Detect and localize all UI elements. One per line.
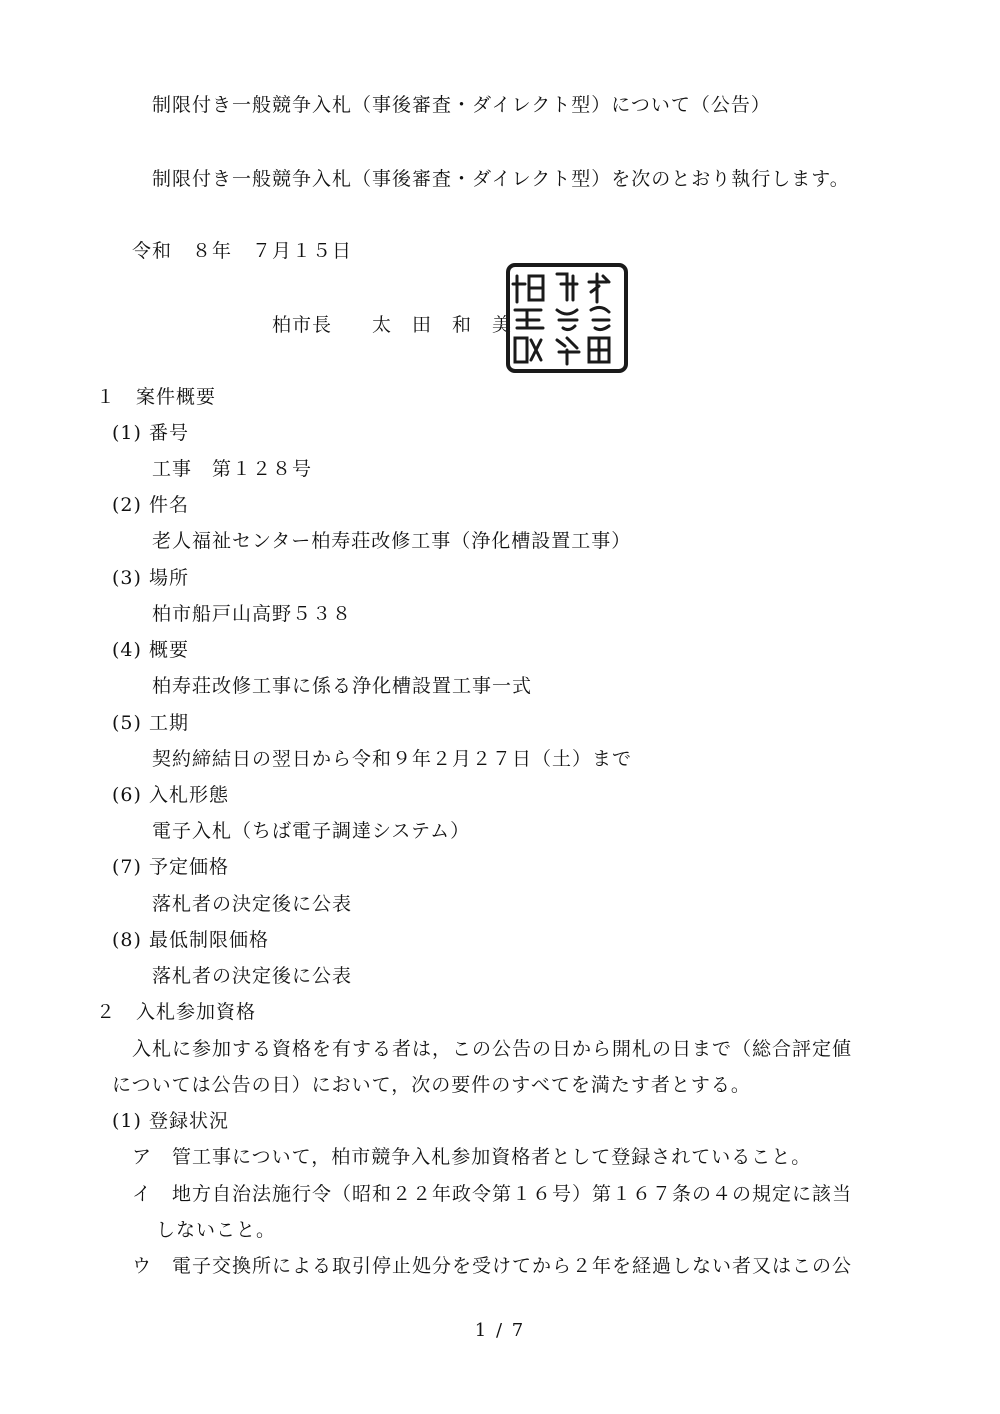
item-number-label: (1) 番号 — [112, 422, 189, 444]
item-min-price-label: (8) 最低制限価格 — [112, 929, 269, 951]
section-heading-qualification: ２ 入札参加資格 — [96, 1001, 257, 1023]
item-period-label: (5) 工期 — [112, 712, 189, 734]
item-period-value: 契約締結日の翌日から令和９年２月２７日（土）まで — [152, 748, 633, 770]
notice-intro: 制限付き一般競争入札（事後審査・ダイレクト型）を次のとおり執行します。 — [152, 168, 850, 190]
item-bid-format-label: (6) 入札形態 — [112, 784, 229, 806]
item-location-value: 柏市船戸山高野５３８ — [152, 603, 353, 625]
qualification-intro-line-2: については公告の日）において，次の要件のすべてを満たす者とする。 — [112, 1074, 751, 1096]
requirement-u-line-1: ウ 電子交換所による取引停止処分を受けてから２年を経過しない者又はこの公 — [132, 1255, 853, 1277]
page-number: 1 / 7 — [474, 1320, 526, 1341]
notice-title: 制限付き一般競争入札（事後審査・ダイレクト型）について（公告） — [152, 94, 771, 116]
notice-date: 令和 ８年 ７月１５日 — [132, 240, 353, 262]
item-location-label: (3) 場所 — [112, 567, 189, 589]
section-heading-overview: １ 案件概要 — [96, 386, 217, 408]
item-planned-price-value: 落札者の決定後に公表 — [152, 893, 353, 915]
requirement-i-line-2: しないこと。 — [156, 1219, 277, 1241]
qualification-intro-line-1: 入札に参加する資格を有する者は，この公告の日から開札の日まで（総合評定値 — [132, 1038, 853, 1060]
item-number-value: 工事 第１２８号 — [152, 458, 313, 480]
issuer-name: 柏市長 太 田 和 美 — [272, 314, 513, 336]
requirement-i-line-1: イ 地方自治法施行令（昭和２２年政令第１６号）第１６７条の４の規定に該当 — [132, 1183, 853, 1205]
item-name-value: 老人福祉センター柏寿荘改修工事（浄化槽設置工事） — [152, 530, 632, 552]
item-name-label: (2) 件名 — [112, 494, 189, 516]
item-planned-price-label: (7) 予定価格 — [112, 856, 229, 878]
requirement-a: ア 管工事について，柏市競争入札参加資格者として登録されていること。 — [132, 1146, 812, 1168]
registration-status-label: (1) 登録状況 — [112, 1110, 229, 1132]
official-seal-icon — [505, 262, 629, 374]
item-summary-value: 柏寿荘改修工事に係る浄化槽設置工事一式 — [152, 675, 533, 697]
item-bid-format-value: 電子入札（ちば電子調達システム） — [152, 820, 471, 842]
item-min-price-value: 落札者の決定後に公表 — [152, 965, 353, 987]
item-summary-label: (4) 概要 — [112, 639, 189, 661]
